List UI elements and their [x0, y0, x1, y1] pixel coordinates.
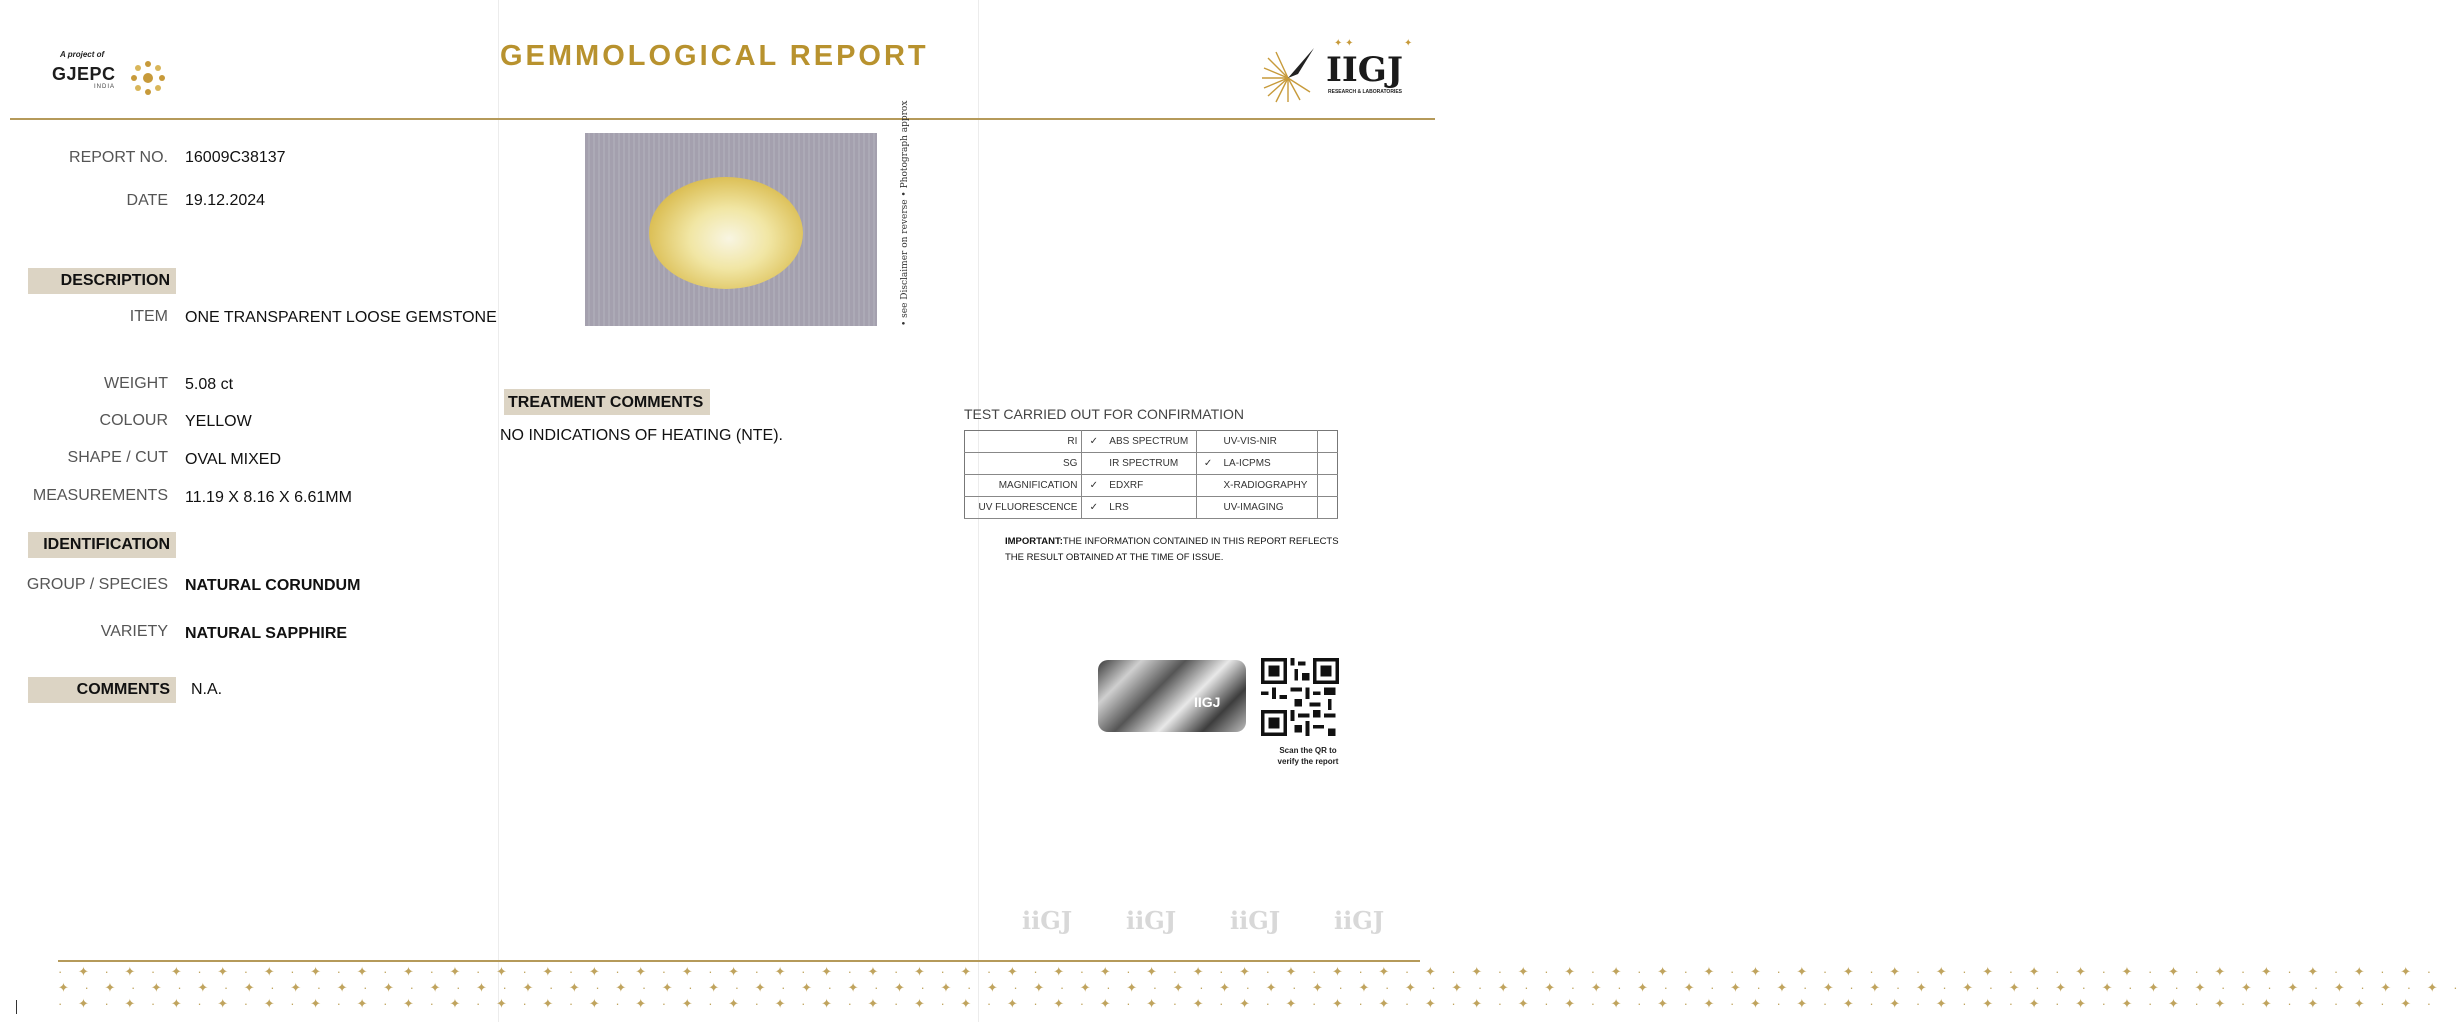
measurements-value: 11.19 X 8.16 X 6.61MM: [185, 489, 352, 506]
report-no-value: 16009C38137: [185, 149, 286, 166]
table-row: [965, 453, 1338, 475]
gemstone-image: [649, 177, 803, 289]
iigj-watermark: iiGJ: [1334, 906, 1385, 935]
treatment-heading: [504, 389, 710, 415]
identification-heading: [28, 532, 176, 558]
check-icon: ✓: [1082, 497, 1105, 519]
gemstone-photo: [585, 133, 877, 326]
star-icon: ✦: [1404, 38, 1413, 49]
test-name: SG: [965, 453, 1082, 475]
colour-label: COLOUR: [99, 412, 168, 429]
check-icon: [1196, 431, 1219, 453]
test-check-cell: [1318, 475, 1338, 497]
check-icon: [1082, 453, 1105, 475]
test-name: IR SPECTRUM: [1105, 453, 1196, 475]
important-note: [1005, 534, 1340, 566]
edge-mark: [16, 1000, 17, 1014]
important-text: THE INFORMATION CONTAINED IN THIS REPORT REFLECTS THE RESULT OBTAINED AT THE TIME OF ISSUE.: [1005, 536, 1339, 563]
qr-caption: Scan the QR to verify the report: [1277, 746, 1339, 766]
iigj-name: IIGJ: [1326, 50, 1403, 90]
gjepc-tagline: A project of: [60, 50, 105, 59]
hologram-text: IIGJ: [1194, 694, 1221, 710]
qr-code-icon[interactable]: [1261, 658, 1339, 736]
variety-value: NATURAL SAPPHIRE: [185, 625, 348, 642]
comments-heading: [28, 677, 176, 703]
table-row: [965, 475, 1338, 497]
check-icon: ✓: [1196, 453, 1219, 475]
description-heading: [28, 268, 176, 294]
test-check-cell: [1318, 431, 1338, 453]
check-icon: [1196, 475, 1219, 497]
measurements-label: MEASUREMENTS: [32, 487, 168, 504]
iigj-watermark: iiGJ: [1126, 906, 1177, 935]
test-check-cell: [1318, 497, 1338, 519]
iigj-sunburst-icon: [1258, 44, 1320, 104]
test-name: LA-ICPMS: [1220, 453, 1318, 475]
table-row: [965, 431, 1338, 453]
shape-label: SHAPE / CUT: [67, 449, 168, 466]
test-name: ABS SPECTRUM: [1105, 431, 1196, 453]
weight-value: 5.08 ct: [185, 376, 234, 393]
gjepc-logo: [50, 48, 180, 102]
description-heading-text: DESCRIPTION: [60, 272, 170, 289]
comments-heading-text: COMMENTS: [76, 681, 170, 698]
tests-table: [964, 430, 1338, 519]
table-row: [965, 497, 1338, 519]
photo-side-note: • see Disclaimer on reverse • Photograph approx: [900, 100, 910, 326]
group-label: GROUP / SPECIES: [26, 576, 168, 593]
treatment-value: NO INDICATIONS OF HEATING (NTE).: [500, 427, 783, 444]
comments-value: N.A.: [191, 681, 223, 698]
gjepc-emblem-icon: [128, 58, 168, 98]
item-label: ITEM: [129, 308, 168, 325]
test-name: MAGNIFICATION: [965, 475, 1082, 497]
footer-rule: [58, 960, 1420, 962]
test-check-cell: [1318, 453, 1338, 475]
item-value: ONE TRANSPARENT LOOSE GEMSTONE: [185, 309, 497, 326]
report-no-label: REPORT NO.: [69, 149, 168, 166]
hologram-sticker: [1098, 660, 1246, 732]
iigj-subtitle: RESEARCH & LABORATORIES: [1328, 89, 1402, 95]
group-value: NATURAL CORUNDUM: [185, 577, 361, 594]
colour-value: YELLOW: [185, 413, 252, 430]
iigj-watermark: iiGJ: [1022, 906, 1073, 935]
gjepc-name: GJEPC: [52, 64, 116, 84]
variety-label: VARIETY: [100, 623, 168, 640]
iigj-watermark: iiGJ: [1230, 906, 1281, 935]
test-name: X-RADIOGRAPHY: [1220, 475, 1318, 497]
gjepc-country: INDIA: [94, 84, 116, 90]
test-name: RI: [965, 431, 1082, 453]
weight-label: WEIGHT: [104, 375, 168, 392]
check-icon: ✓: [1082, 475, 1105, 497]
important-label: IMPORTANT:: [1005, 536, 1063, 547]
test-name: UV-IMAGING: [1220, 497, 1318, 519]
check-icon: ✓: [1082, 431, 1105, 453]
date-label: DATE: [126, 192, 168, 209]
shape-value: OVAL MIXED: [185, 451, 282, 468]
test-name: UV-VIS-NIR: [1220, 431, 1318, 453]
test-name: EDXRF: [1105, 475, 1196, 497]
tests-title: TEST CARRIED OUT FOR CONFIRMATION: [964, 406, 1245, 422]
check-icon: [1196, 497, 1219, 519]
decorative-border: · ✦ · ✦ · ✦ · ✦ · ✦ · ✦ · ✦ · ✦ · ✦ · ✦ · ✦ · ✦ · ✦ · ✦ · ✦ · ✦ · ✦ · ✦ · ✦ · ✦ · ✦ · ✦ · ✦ · ✦ · ✦ · ✦ · ✦ · ✦ · ✦ · ✦ · ✦ · ✦ · ✦ · ✦ · ✦ · ✦ · ✦ · ✦ · ✦ · ✦ · ✦ · ✦ · ✦ · ✦ · ✦ · ✦ · ✦ · ✦ · ✦ · ✦ · ✦ · ✦ · ✦ · ✦ · ✦ · ✦ · ✦ · ✦ · ✦ · ✦ · ✦ · ✦ · ✦ · ✦ · ✦ · ✦ · ✦ · ✦ · ✦ · ✦ · ✦ · ✦ · ✦ · ✦ · ✦ · ✦ · ✦ · ✦ · ✦ · ✦ · ✦ · ✦ · ✦ · ✦ · ✦ · ✦ · ✦ · ✦ · ✦ · ✦ · ✦ · ✦ · ✦ · ✦ · ✦ · ✦ · ✦ · ✦ · ✦ · ✦ · ✦ · ✦ · ✦ · · ✦ · ✦ · ✦ · ✦ · ✦ · ✦ · ✦ · ✦ · ✦ · ✦ · ✦ · ✦ · ✦ · ✦ · ✦ · ✦ · ✦ · ✦ · ✦ · ✦ · ✦ · ✦ · ✦ · ✦ · ✦ · ✦ · ✦ · ✦ · ✦ · ✦ · ✦ · ✦ · ✦ · ✦ · ✦ · ✦ · ✦ · ✦ · ✦ · ✦ · ✦ · ✦ · ✦ · ✦ · ✦ · ✦ · ✦ · ✦ · ✦ · ✦ · ✦ ·: [58, 964, 2464, 1011]
header-rule: [10, 118, 1435, 120]
test-name: UV FLUORESCENCE: [965, 497, 1082, 519]
test-name: LRS: [1105, 497, 1196, 519]
star-icon: ✦ ✦: [1334, 38, 1354, 49]
date-value: 19.12.2024: [185, 192, 266, 209]
report-title: GEMMOLOGICAL REPORT: [500, 40, 929, 72]
paper-fold: [498, 0, 499, 1022]
identification-heading-text: IDENTIFICATION: [43, 536, 170, 553]
iigj-logo: [1258, 38, 1418, 104]
treatment-heading-text: TREATMENT COMMENTS: [508, 394, 704, 411]
